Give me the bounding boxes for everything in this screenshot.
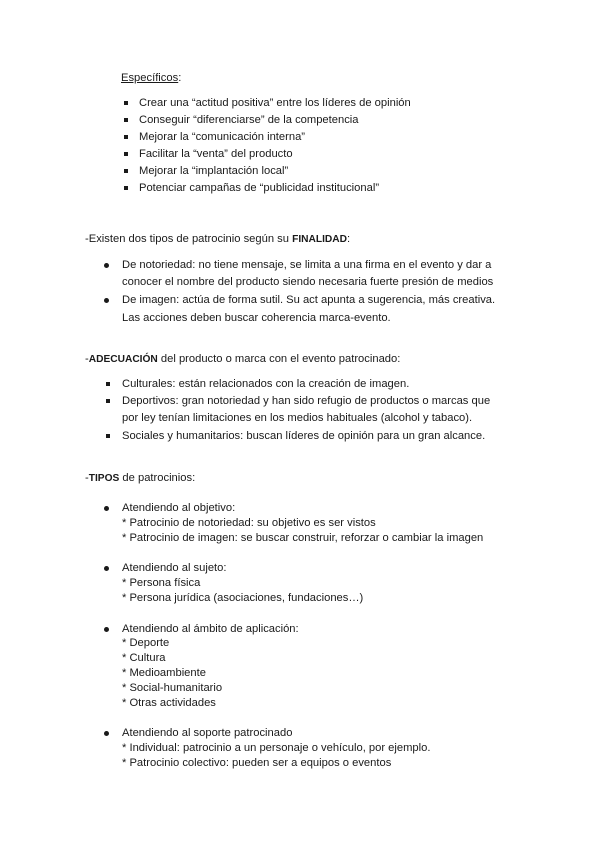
tipos-heading [85, 471, 195, 486]
round-bullet-icon [104, 263, 109, 268]
especificos-item: Mejorar la “implantación local” [139, 165, 289, 177]
tipos-dash: - [85, 472, 89, 484]
tipos-group-item: * Patrocinio de notoriedad: su objetivo es ser vistos [122, 517, 376, 529]
round-bullet-icon [104, 506, 109, 511]
tipos-group-item: * Patrocinio de imagen: se buscar construir, reforzar o cambiar la imagen [122, 532, 484, 544]
tipos-group-item: * Social-humanitario [122, 682, 223, 694]
adecuacion-bold: ADECUACIÓN [88, 354, 158, 365]
tipos-group-item: * Otras actividades [122, 697, 216, 709]
adecuacion-item-line: Deportivos: gran notoriedad y han sido refugio de productos o marcas que [122, 395, 491, 407]
finalidad-bold: FINALIDAD [292, 234, 347, 245]
finalidad-colon: : [347, 233, 351, 245]
tipos-group-item: * Persona jurídica (asociaciones, fundaciones…) [122, 592, 364, 604]
tipos-group-item: * Individual: patrocinio a un personaje o vehículo, por ejemplo. [122, 742, 431, 754]
tipos-group-item: * Persona física [122, 577, 201, 589]
tipos-group-item: * Cultura [122, 652, 166, 664]
adecuacion-heading [85, 352, 400, 367]
tipos-rest: de patrocinios: [119, 472, 196, 484]
finalidad-item-line: conocer el nombre del producto siendo necesaria fuerte presión de medios [122, 276, 494, 288]
especificos-item: Mejorar la “comunicación interna” [139, 131, 306, 143]
round-bullet-icon [104, 566, 109, 571]
especificos-item: Facilitar la “venta” del producto [139, 148, 293, 160]
especificos-heading [121, 71, 181, 86]
finalidad-item-line: De imagen: actúa de forma sutil. Su act apunta a sugerencia, más creativa. [122, 294, 496, 306]
tipos-group-title: Atendiendo al ámbito de aplicación: [122, 623, 299, 635]
square-bullet-icon [106, 382, 110, 386]
adecuacion-item-line: Culturales: están relacionados con la creación de imagen. [122, 378, 410, 390]
especificos-item: Conseguir “diferenciarse” de la competencia [139, 114, 359, 126]
square-bullet-icon [124, 101, 128, 105]
finalidad-item-line: De notoriedad: no tiene mensaje, se limita a una firma en el evento y dar a [122, 259, 492, 271]
finalidad-heading [85, 232, 350, 247]
tipos-group-item: * Patrocinio colectivo: pueden ser a equipos o eventos [122, 757, 392, 769]
square-bullet-icon [124, 152, 128, 156]
square-bullet-icon [106, 399, 110, 403]
round-bullet-icon [104, 731, 109, 736]
tipos-bold: TIPOS [88, 473, 120, 484]
round-bullet-icon [104, 298, 109, 303]
adecuacion-item-line: Sociales y humanitarios: buscan líderes de opinión para un gran alcance. [122, 430, 486, 442]
round-bullet-icon [104, 627, 109, 632]
tipos-group-item: * Deporte [122, 637, 170, 649]
square-bullet-icon [106, 434, 110, 438]
square-bullet-icon [124, 169, 128, 173]
adecuacion-item-line: por ley tenían limitaciones en los medios habituales (alcohol y tabaco). [122, 412, 473, 424]
square-bullet-icon [124, 186, 128, 190]
finalidad-intro: -Existen dos tipos de patrocinio según su [85, 233, 293, 245]
finalidad-item-line: Las acciones deben buscar coherencia marca-evento. [122, 312, 391, 324]
adecuacion-rest: del producto o marca con el evento patrocinado: [157, 353, 401, 365]
tipos-group-title: Atendiendo al objetivo: [122, 502, 236, 514]
square-bullet-icon [124, 118, 128, 122]
tipos-group-item: * Medioambiente [122, 667, 206, 679]
adecuacion-dash: - [85, 353, 89, 365]
especificos-heading-colon: : [178, 72, 182, 84]
tipos-group-title: Atendiendo al soporte patrocinado [122, 727, 293, 739]
especificos-heading-text: Específicos [121, 72, 179, 84]
especificos-item: Potenciar campañas de “publicidad institucional” [139, 182, 380, 194]
tipos-group-title: Atendiendo al sujeto: [122, 562, 227, 574]
especificos-item: Crear una “actitud positiva” entre los líderes de opinión [139, 97, 411, 109]
square-bullet-icon [124, 135, 128, 139]
